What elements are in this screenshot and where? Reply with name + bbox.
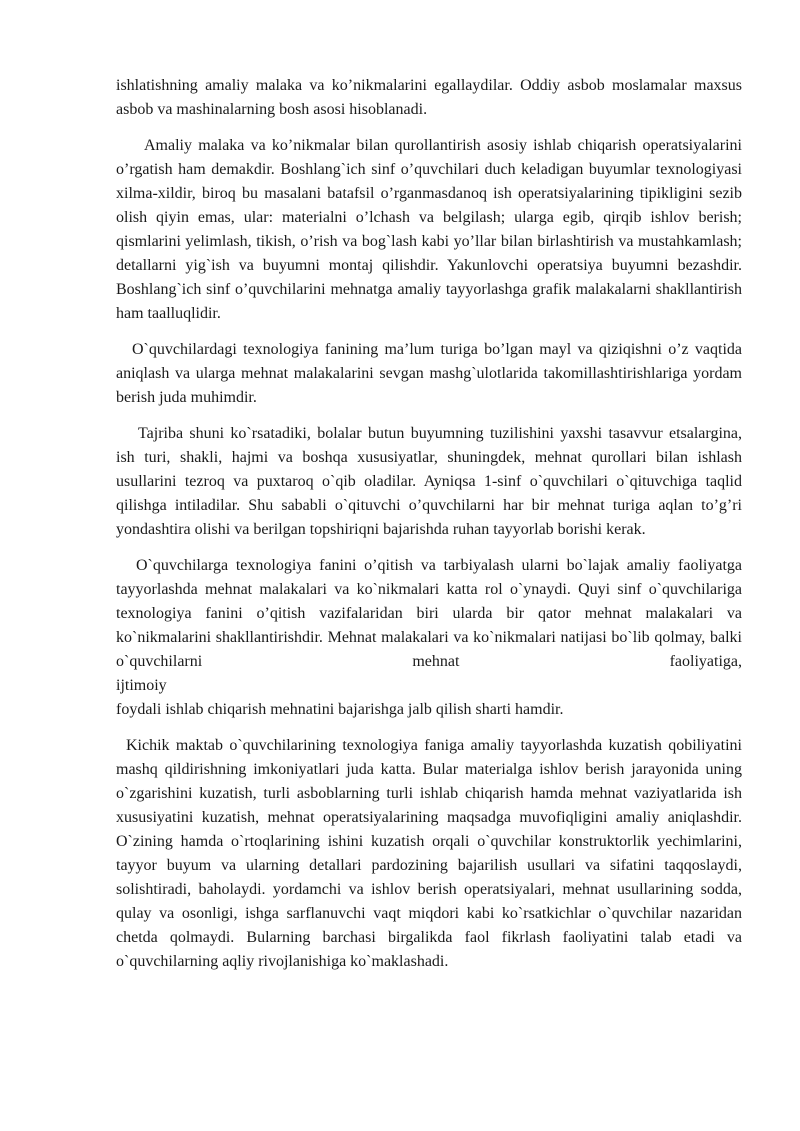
paragraph-1: ishlatishning amaliy malaka va ko’nikmalarini egallaydilar. Oddiy asbob moslamalar maxsus asbob va mashinalarning bosh asosi hisoblanadi. <box>116 77 742 118</box>
paragraph-5-body: O`quvchilarga texnologiya fanini o’qitish va tarbiyalash ularni bo`lajak amaliy faoliyatga tayyorlashda mehnat malakalari va ko`nikmalari katta rol o`ynaydi. Quyi sinf o`quvchilariga texnologiya fanini o’qitish vazifalaridan biri ularda bir qator mehnat malakalari va ko`nikmalarini shakllantirishdir. Mehnat malakalari va ko`nikmalari natijasi bo`lib qolmay, balki o`quvchilarni mehnat faoliyatiga, <box>116 557 742 670</box>
paragraph-4: Tajriba shuni ko`rsatadiki, bolalar butun buyumning tuzilishini yaxshi tasavvur etsalargina, ish turi, shakli, hajmi va boshqa xususiyatlar, shuningdek, mehnat qurollari bilan ishlash usullarini tezroq va puxtaroq o`qib oladilar. Ayniqsa 1-sinf o`quvchilari o`qituvchiga taqlid qilishga intiladilar. Shu sababli o`qituvchi o’quvchilarni har bir mehnat turiga aqlan to’g’ri yondashtira olishi va berilgan topshiriqni bajarishda ruhan tayyorlab borishi kerak. <box>116 425 742 538</box>
paragraph-2: Amaliy malaka va ko’nikmalar bilan qurollantirish asosiy ishlab chiqarish operatsiyalarini o’rgatish ham demakdir. Boshlang`ich sinf o’quvchilari duch keladigan buyumlar texnologiyasi xilma-xildir, biroq bu masalani batafsil o’rganmasdanoq ish operatsiyalarining tipikligini sezib olish qiyin emas, ular: materialni o’lchash va belgilash; ularga egib, qirqib ishlov berish; qismlarini yelimlash, tikish, o’rish va bog`lash kabi yo’llar bilan birlashtirish va mustahkamlash; detallarni yig`ish va buyumni montaj qilishdir. Yakunlovchi operatsiya buyumni bezashdir. Boshlang`ich sinf o’quvchilarini mehnatga amaliy tayyorlashga grafik malakalarni shakllantirish ham taalluqlidir. <box>116 137 742 322</box>
paragraph-3: O`quvchilardagi texnologiya fanining ma’lum turiga bo’lgan mayl va qiziqishni o’z vaqtida aniqlash va ularga mehnat malakalarini sevgan mashg`ulotlarida takomillashtirishlariga yordam berish juda muhimdir. <box>116 341 742 406</box>
document-page <box>116 74 742 986</box>
paragraph-6: Kichik maktab o`quvchilarining texnologiya faniga amaliy tayyorlashda kuzatish qobiliyatini mashq qildirishning imkoniyatlari juda katta. Bular materialga ishlov berish jarayonida uning o`zgarishini kuzatish, turli asboblarning turli ishlab chiqarish hamda mehnat vaziyatlarida ish xususiyatini kuzatish, mehnat operatsiyalarining maqsadga muvofiqligini amaliy aniqlashdir. O`zining hamda o`rtoqlarining ishini kuzatish orqali o`quvchilar konstruktorlik yechimlarini, tayyor buyum va ularning detallari pardozining bajarilish usullari va sifatini taqqoslaydi, solishtiradi, baholaydi. yordamchi va ishlov berish operatsiyalari, mehnat usullarining sodda, qulay va osonligi, ishga sarflanuvchi vaqt miqdori kabi ko`rsatkichlar o`quvchilar nazaridan chetda qolmaydi. Bularning barchasi birgalikda faol fikrlash faoliyatini talab etadi va o`quvchilarning aqliy rivojlanishiga ko`maklashadi. <box>116 737 742 970</box>
paragraph-5 <box>116 554 742 722</box>
paragraph-5-line-final: foydali ishlab chiqarish mehnatini bajarishga jalb qilish sharti hamdir. <box>116 701 564 718</box>
paragraph-5-line-ijtimoiy: ijtimoiy <box>116 677 167 694</box>
